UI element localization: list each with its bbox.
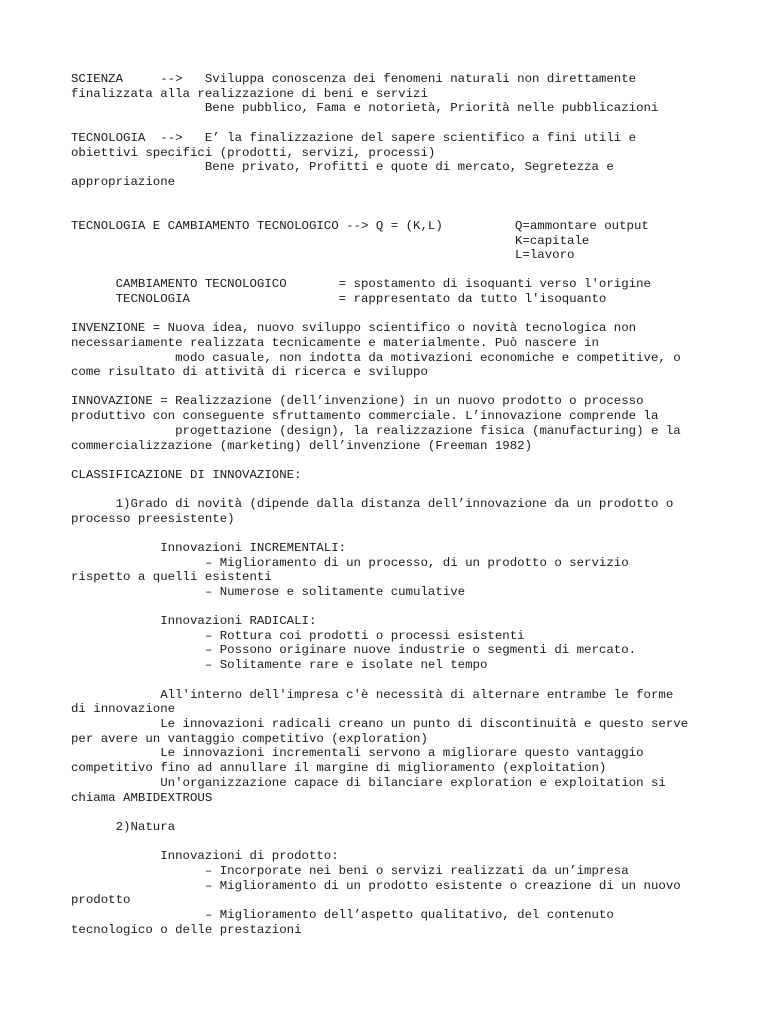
text-line: rispetto a quelli esistenti bbox=[71, 570, 272, 584]
list-item: – Solitamente rare e isolate nel tempo bbox=[71, 658, 488, 672]
text-line: SCIENZA --> Sviluppa conoscenza dei fenomeni naturali non direttamente bbox=[71, 72, 637, 86]
text-line: INNOVAZIONE = Realizzazione (dell’invenzione) in un nuovo prodotto o processo bbox=[71, 394, 644, 408]
list-item: – Incorporate nei beni o servizi realizzati da un’impresa bbox=[71, 864, 629, 878]
text-line: Innovazioni di prodotto: bbox=[71, 849, 339, 863]
text-line: per avere un vantaggio competitivo (exploration) bbox=[71, 732, 428, 746]
list-item: – Numerose e solitamente cumulative bbox=[71, 585, 466, 599]
text-line: Innovazioni INCREMENTALI: bbox=[71, 541, 347, 555]
text-line: tecnologico o delle prestazioni bbox=[71, 923, 302, 937]
text-line: appropriazione bbox=[71, 175, 176, 189]
list-item: – Miglioramento di un prodotto esistente o creazione di un nuovo bbox=[71, 879, 681, 893]
text-line: commercializzazione (marketing) dell’invenzione (Freeman 1982) bbox=[71, 439, 533, 453]
text-line: Un'organizzazione capace di bilanciare exploration e exploitation si bbox=[71, 776, 666, 790]
text-line: TECNOLOGIA --> E’ la finalizzazione del sapere scientifico a fini utili e bbox=[71, 131, 637, 145]
text-line: 1)Grado di novità (dipende dalla distanza dell’innovazione da un prodotto o bbox=[71, 497, 674, 511]
list-item: – Rottura coi prodotti o processi esistenti bbox=[71, 629, 525, 643]
text-line: processo preesistente) bbox=[71, 512, 235, 526]
text-line: Innovazioni RADICALI: bbox=[71, 614, 317, 628]
section-heading: CLASSIFICAZIONE DI INNOVAZIONE: bbox=[71, 468, 302, 482]
text-line: Le innovazioni incrementali servono a migliorare questo vantaggio bbox=[71, 746, 644, 760]
text-line: Q=ammontare output bbox=[515, 219, 649, 233]
list-item: – Possono originare nuove industrie o segmenti di mercato. bbox=[71, 643, 637, 657]
text-line: produttivo con conseguente sfruttamento commerciale. L’innovazione comprende la bbox=[71, 409, 659, 423]
text-line: L=lavoro bbox=[515, 248, 575, 262]
text-line: progettazione (design), la realizzazione fisica (manufacturing) e la bbox=[71, 424, 681, 438]
text-line: TECNOLOGIA = rappresentato da tutto l'isoquanto bbox=[71, 292, 607, 306]
text-line: competitivo fino ad annullare il margine di miglioramento (exploitation) bbox=[71, 761, 607, 775]
list-item: – Miglioramento di un processo, di un prodotto o servizio bbox=[71, 556, 629, 570]
text-line: di innovazione bbox=[71, 702, 176, 716]
text-line: chiama AMBIDEXTROUS bbox=[71, 791, 213, 805]
text-line: 2)Natura bbox=[71, 820, 176, 834]
text-line: CAMBIAMENTO TECNOLOGICO = spostamento di isoquanti verso l'origine bbox=[71, 277, 651, 291]
text-line: TECNOLOGIA E CAMBIAMENTO TECNOLOGICO --> Q = (K,L) bbox=[71, 219, 443, 233]
text-line: All'interno dell'impresa c'è necessità di alternare entrambe le forme bbox=[71, 688, 674, 702]
list-item: – Miglioramento dell’aspetto qualitativo, del contenuto bbox=[71, 908, 614, 922]
text-line: obiettivi specifici (prodotti, servizi, processi) bbox=[71, 146, 436, 160]
text-line: Le innovazioni radicali creano un punto di discontinuità e questo serve bbox=[71, 717, 689, 731]
text-line: Bene pubblico, Fama e notorietà, Priorità nelle pubblicazioni bbox=[71, 101, 659, 115]
text-line: K=capitale bbox=[515, 234, 590, 248]
text-line: INVENZIONE = Nuova idea, nuovo sviluppo scientifico o novità tecnologica non bbox=[71, 321, 637, 335]
text-line: come risultato di attività di ricerca e sviluppo bbox=[71, 365, 428, 379]
text-line: finalizzata alla realizzazione di beni e servizi bbox=[71, 87, 428, 101]
text-line: modo casuale, non indotta da motivazioni economiche e competitive, o bbox=[71, 351, 681, 365]
text-line: Bene privato, Profitti e quote di mercato, Segretezza e bbox=[71, 160, 614, 174]
text-line: prodotto bbox=[71, 893, 131, 907]
text-line: necessariamente realizzata tecnicamente e materialmente. Può nascere in bbox=[71, 336, 599, 350]
